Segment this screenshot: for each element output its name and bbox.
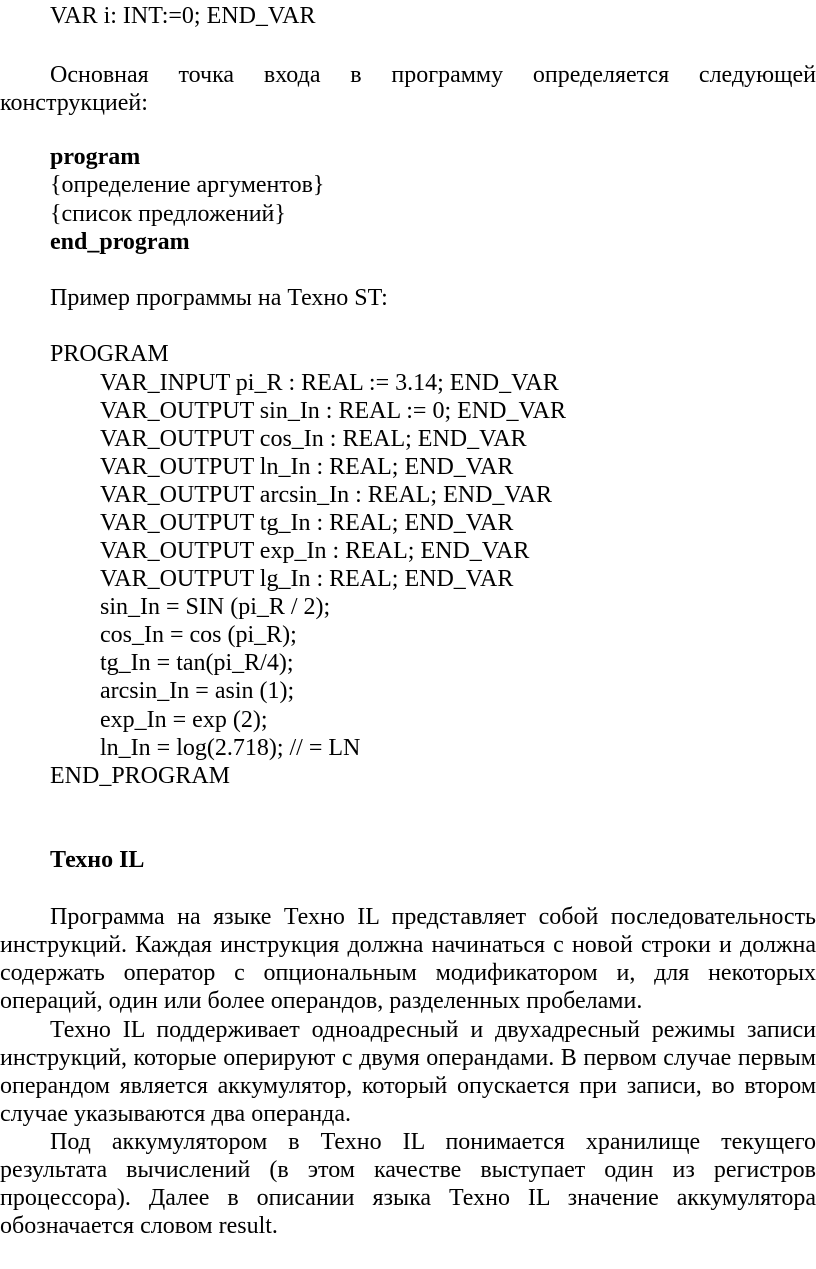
code-line: VAR_OUTPUT lg_In : REAL; END_VAR [100,566,514,592]
code-line: VAR_OUTPUT cos_In : REAL; END_VAR [100,426,527,452]
var-declaration: VAR i: INT:=0; END_VAR [50,3,316,29]
code-line: VAR_OUTPUT exp_In : REAL; END_VAR [100,538,530,564]
example-intro: Пример программы на Техно ST: [50,285,388,311]
paragraph-line: инструкций, которые оперируют с двумя операндами. В первом случае первым [0,1045,816,1071]
paragraph-line: результата вычислений (в этом качестве выступает один из регистров [0,1157,816,1183]
paragraph-line: Техно IL поддерживает одноадресный и двухадресный режимы записи [50,1017,816,1043]
entry-paragraph-line: Основная точка входа в программу определяется следующей [50,62,816,88]
paragraph-line: Под аккумулятором в Техно IL понимается хранилище текущего [50,1129,816,1155]
section-heading: Техно IL [50,847,145,873]
construct-statements: {список предложений} [50,201,286,227]
paragraph-line: Программа на языке Техно IL представляет собой последовательность [50,904,816,930]
paragraph-line: случае указываются два операнда. [0,1101,352,1127]
code-line: VAR_OUTPUT sin_In : REAL := 0; END_VAR [100,398,567,424]
code-line: VAR_OUTPUT ln_In : REAL; END_VAR [100,454,514,480]
code-line: arcsin_In = asin (1); [100,678,295,704]
paragraph-line: обозначается словом result. [0,1213,278,1239]
paragraph-line: процессора). Далее в описании языка Техно IL значение аккумулятора [0,1185,816,1211]
construct-arguments: {определение аргументов} [50,172,325,198]
paragraph-line: инструкций. Каждая инструкция должна начинаться с новой строки и должна [0,932,816,958]
code-line: VAR_OUTPUT arcsin_In : REAL; END_VAR [100,482,553,508]
code-line: ln_In = log(2.718); // = LN [100,735,361,761]
code-line: tg_In = tan(pi_R/4); [100,650,294,676]
code-program-end: END_PROGRAM [50,763,231,789]
entry-paragraph-line: конструкцией: [0,90,148,116]
code-line: cos_In = cos (pi_R); [100,622,297,648]
code-line: sin_In = SIN (pi_R / 2); [100,594,331,620]
code-program-begin: PROGRAM [50,341,169,367]
paragraph-line: операндом является аккумулятор, который опускается при записи, во втором [0,1073,816,1099]
paragraph-line: содержать оператор с опциональным модификатором и, для некоторых [0,960,816,986]
keyword-end-program: end_program [50,229,190,255]
code-line: VAR_OUTPUT tg_In : REAL; END_VAR [100,510,514,536]
code-line: exp_In = exp (2); [100,707,268,733]
code-line: VAR_INPUT pi_R : REAL := 3.14; END_VAR [100,370,559,396]
paragraph-line: операций, один или более операндов, разделенных пробелами. [0,988,643,1014]
keyword-program: program [50,144,141,170]
